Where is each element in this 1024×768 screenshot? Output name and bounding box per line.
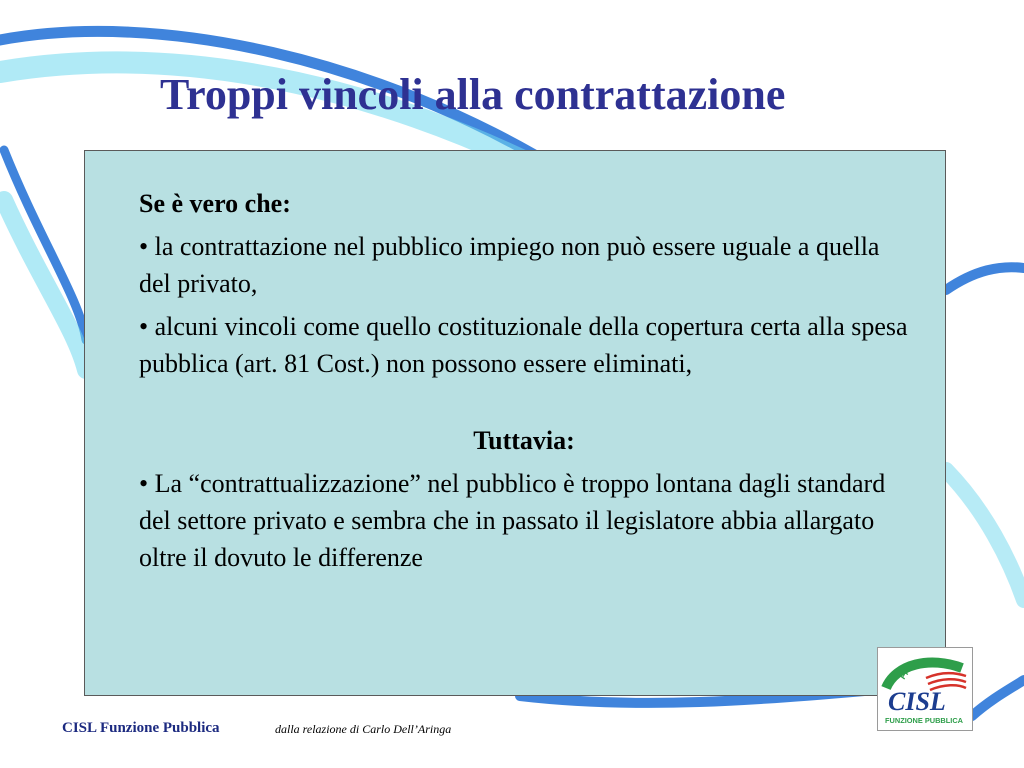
intro-text: Se è vero che: xyxy=(139,189,291,218)
logo-name-text: CISL xyxy=(888,687,946,716)
content-text xyxy=(139,185,909,576)
section-heading: Tuttavia: xyxy=(473,426,575,455)
swoosh-left-light xyxy=(4,200,86,370)
swoosh-bottom-right-dark xyxy=(972,680,1024,716)
logo-red-line xyxy=(926,673,966,678)
bullet-item-1: • la contrattazione nel pubblico impiego non può essere uguale a quella del privato, xyxy=(139,232,880,298)
footer-credit: dalla relazione di Carlo Dell’Aringa xyxy=(275,722,452,736)
slide-title: Troppi vincoli alla contrattazione xyxy=(160,70,786,119)
content-box xyxy=(84,150,946,696)
swoosh-right-light xyxy=(946,470,1024,600)
logo-badge-text: FPS xyxy=(897,661,916,682)
logo-red-line xyxy=(928,679,966,684)
cisl-logo xyxy=(877,647,973,731)
swoosh-right-dark xyxy=(946,267,1024,290)
bullet-item-2: • alcuni vincoli come quello costituzionale della copertura certa alla spesa pubblica (art. 81 Cost.) non possono essere eliminati, xyxy=(139,312,908,378)
cisl-logo-graphic xyxy=(878,648,972,730)
bullet-item-3: • La “contrattualizzazione” nel pubblico è troppo lontana dagli standard del settore privato e sembra che in passato il legislatore abbia allargato oltre il dovuto le differenze xyxy=(139,469,886,572)
paragraph-spacer xyxy=(139,382,909,422)
logo-subtitle-text: FUNZIONE PUBBLICA xyxy=(885,716,964,725)
footer-organization: CISL Funzione Pubblica xyxy=(62,720,220,736)
